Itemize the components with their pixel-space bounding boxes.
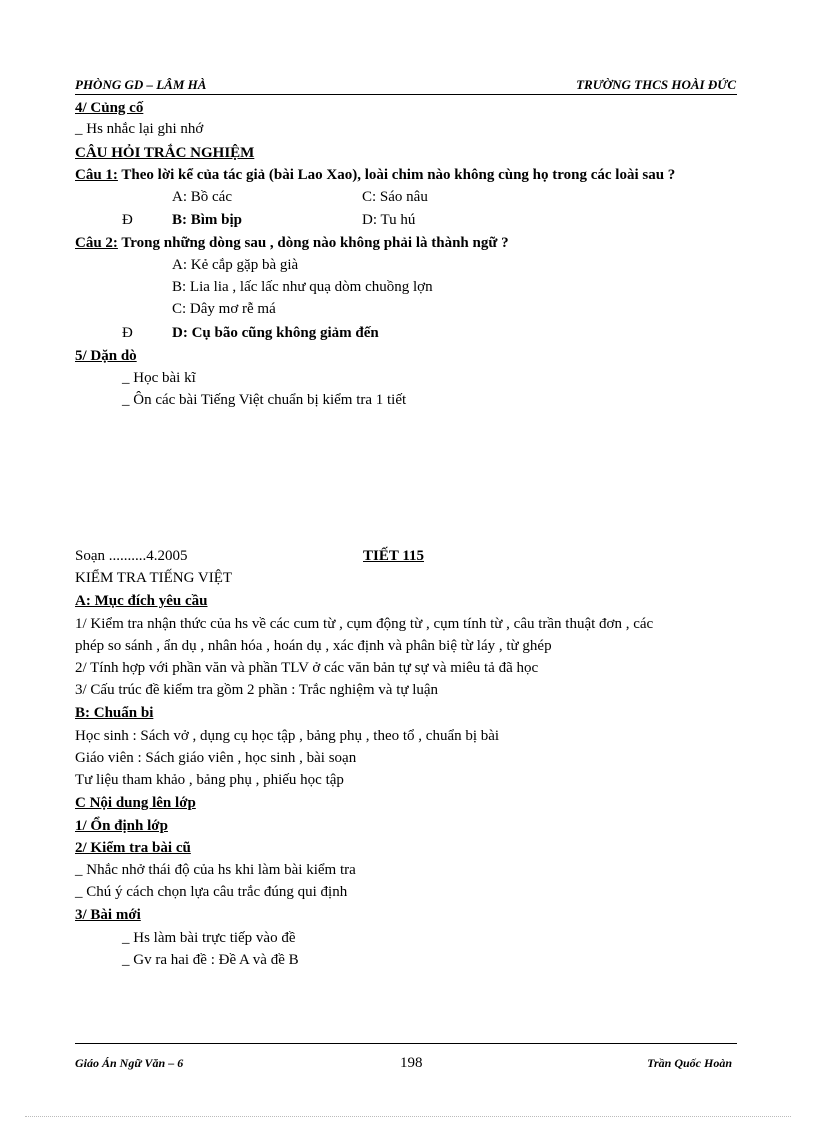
lesson-date: Soạn ..........4.2005 bbox=[75, 548, 188, 564]
part-a-line-1b: phép so sánh , ẩn dụ , nhân hóa , hoán dụ , xác định và phân biệ từ láy , từ ghép bbox=[75, 638, 552, 654]
section-5-title: 5/ Dặn dò bbox=[75, 348, 137, 364]
q2-option-b: B: Lia lia , lấc lấc như quạ dòm chuồng lợn bbox=[172, 279, 433, 295]
part-b-line-3: Tư liệu tham khảo , bảng phụ , phiếu học tập bbox=[75, 772, 344, 788]
part-b-title: B: Chuẩn bi bbox=[75, 705, 154, 721]
question-2 bbox=[75, 235, 509, 252]
part-a-line-2: 2/ Tính hợp với phần văn và phần TLV ở các văn bản tự sự và miêu tả đã học bbox=[75, 660, 539, 676]
page-number: 198 bbox=[400, 1055, 423, 1071]
part-b-line-1: Học sinh : Sách vở , dụng cụ học tập , bảng phụ , theo tổ , chuẩn bị bài bbox=[75, 728, 500, 744]
section-5-item-1: _ Học bài kĩ bbox=[122, 370, 196, 386]
part-a-title: A: Mục đích yêu cầu bbox=[75, 593, 208, 609]
question-1-label: Câu 1: bbox=[75, 167, 118, 183]
part-c-section-2-item-1: _ Nhắc nhở thái độ của hs khi làm bài kiểm tra bbox=[75, 862, 356, 878]
lesson-number: TIẾT 115 bbox=[363, 548, 425, 564]
part-c-section-3: 3/ Bài mới bbox=[75, 907, 141, 923]
part-b-line-2: Giáo viên : Sách giáo viên , học sinh , bài soạn bbox=[75, 750, 357, 766]
part-c-section-1: 1/ Ổn định lớp bbox=[75, 818, 168, 834]
part-c-section-3-item-2: _ Gv ra hai đề : Đề A và đề B bbox=[122, 952, 299, 968]
section-5-item-2: _ Ôn các bài Tiếng Việt chuẩn bị kiểm tra 1 tiết bbox=[122, 392, 407, 408]
header-rule bbox=[75, 94, 737, 95]
part-c-title: C Nội dung lên lớp bbox=[75, 795, 196, 811]
part-a-line-1a: 1/ Kiểm tra nhận thức của hs về các cum từ , cụm động từ , cụm tính từ , câu trần thuật đơn , các bbox=[75, 616, 654, 632]
question-2-label: Câu 2: bbox=[75, 235, 118, 251]
q1-option-c: C: Sáo nâu bbox=[362, 189, 428, 205]
section-4-title: 4/ Củng cố bbox=[75, 100, 144, 116]
q2-option-a: A: Kẻ cắp gặp bà già bbox=[172, 257, 299, 273]
header-right: TRƯỜNG THCS HOÀI ĐỨC bbox=[576, 77, 736, 92]
lesson-title: KIỂM TRA TIẾNG VIỆT bbox=[75, 570, 233, 586]
q2-option-d: D: Cụ bão cũng không giảm đến bbox=[172, 325, 379, 341]
header-left: PHÒNG GD – LÂM HÀ bbox=[75, 77, 207, 92]
question-1 bbox=[75, 167, 675, 184]
q2-option-c: C: Dây mơ rễ má bbox=[172, 301, 276, 317]
footer-rule bbox=[75, 1043, 737, 1044]
part-a-line-3: 3/ Cấu trúc đề kiểm tra gồm 2 phần : Trắc nghiệm và tự luận bbox=[75, 682, 439, 698]
page-edge-dots bbox=[25, 1116, 791, 1117]
q1-answer-mark: Đ bbox=[122, 212, 133, 228]
part-c-section-2: 2/ Kiểm tra bài cũ bbox=[75, 840, 191, 856]
q1-option-a: A: Bồ các bbox=[172, 189, 232, 205]
footer-left: Giáo Án Ngữ Văn – 6 bbox=[75, 1056, 184, 1070]
footer-right: Trần Quốc Hoàn bbox=[647, 1056, 732, 1070]
question-2-text: Trong những dòng sau , dòng nào không phải là thành ngữ ? bbox=[117, 235, 509, 251]
quiz-heading: CÂU HỎI TRẮC NGHIỆM bbox=[75, 145, 255, 161]
q1-option-b: B: Bìm bịp bbox=[172, 212, 243, 228]
section-4-item: _ Hs nhắc lại ghi nhớ bbox=[75, 121, 204, 137]
q2-answer-mark: Đ bbox=[122, 325, 133, 341]
q1-option-d: D: Tu hú bbox=[362, 212, 416, 228]
part-c-section-3-item-1: _ Hs làm bài trực tiếp vào đề bbox=[122, 930, 296, 946]
part-c-section-2-item-2: _ Chú ý cách chọn lựa câu trắc đúng qui định bbox=[75, 884, 348, 900]
question-1-text: Theo lời kể của tác giả (bài Lao Xao), loài chim nào không cùng họ trong các loài sau ? bbox=[117, 167, 676, 183]
